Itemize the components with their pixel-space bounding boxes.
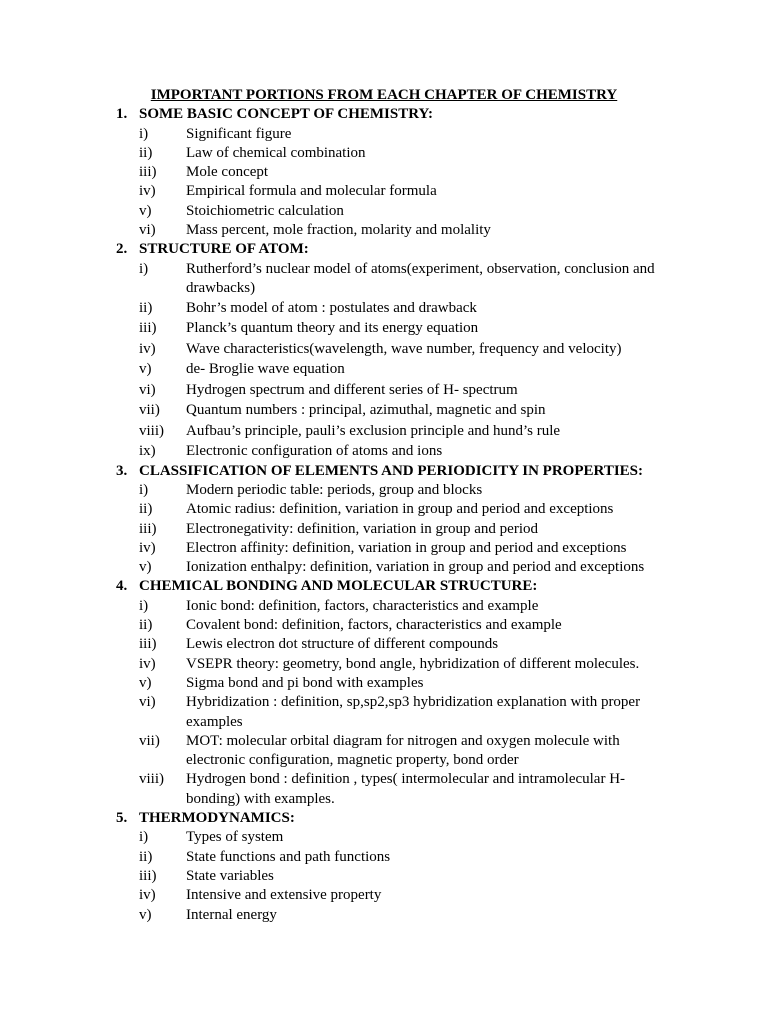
chapter-heading bbox=[0, 809, 768, 828]
list-item-text: VSEPR theory: geometry, bond angle, hybridization of different molecules. bbox=[186, 655, 640, 672]
list-item-number: v) bbox=[139, 674, 152, 691]
list-item bbox=[0, 597, 768, 616]
list-item-text: Bohr’s model of atom : postulates and drawback bbox=[186, 299, 477, 316]
chapter-section bbox=[0, 577, 768, 809]
list-item-text: Wave characteristics(wavelength, wave number, frequency and velocity) bbox=[186, 340, 622, 357]
list-item-number: vii) bbox=[139, 402, 160, 419]
list-item bbox=[0, 732, 768, 771]
list-item-number: v) bbox=[139, 906, 152, 923]
list-item-number: iii) bbox=[139, 520, 157, 537]
list-item-number: iv) bbox=[139, 183, 156, 200]
chapter-number: 1. bbox=[116, 106, 128, 123]
list-item bbox=[0, 298, 768, 319]
list-item-number: iv) bbox=[139, 887, 156, 904]
list-item bbox=[0, 221, 768, 240]
list-item-text: Covalent bond: definition, factors, characteristics and example bbox=[186, 617, 562, 634]
chapter-number: 3. bbox=[116, 462, 128, 479]
list-item bbox=[0, 539, 768, 558]
chapter-title: CLASSIFICATION OF ELEMENTS AND PERIODICITY IN PROPERTIES: bbox=[139, 462, 644, 479]
list-item-text: Ionic bond: definition, factors, characteristics and example bbox=[186, 597, 539, 614]
list-item bbox=[0, 400, 768, 421]
list-item-number: iii) bbox=[139, 636, 157, 653]
list-item bbox=[0, 481, 768, 500]
chapter-number: 5. bbox=[116, 810, 128, 827]
list-item-text: Hydrogen spectrum and different series of H- spectrum bbox=[186, 381, 518, 398]
list-item-text: Sigma bond and pi bond with examples bbox=[186, 674, 424, 691]
chapter-heading bbox=[0, 105, 768, 124]
list-item-number: iv) bbox=[139, 655, 156, 672]
chapter-number: 2. bbox=[116, 241, 128, 258]
list-item bbox=[0, 616, 768, 635]
list-item-number: ix) bbox=[139, 443, 156, 460]
list-item bbox=[0, 182, 768, 201]
list-item-number: v) bbox=[139, 361, 152, 378]
list-item bbox=[0, 500, 768, 519]
list-item-text: Stoichiometric calculation bbox=[186, 202, 344, 219]
list-item bbox=[0, 770, 768, 809]
list-item-number: v) bbox=[139, 559, 152, 576]
list-item-number: ii) bbox=[139, 501, 153, 518]
list-item bbox=[0, 906, 768, 925]
list-item-text: Intensive and extensive property bbox=[186, 887, 382, 904]
list-item bbox=[0, 693, 768, 732]
list-item-text: Internal energy bbox=[186, 906, 277, 923]
chapter-title: STRUCTURE OF ATOM: bbox=[139, 241, 309, 258]
list-item-text: Modern periodic table: periods, group and blocks bbox=[186, 481, 483, 498]
list-item bbox=[0, 339, 768, 360]
list-item-text: Types of system bbox=[186, 829, 284, 846]
list-item-number: i) bbox=[139, 260, 149, 277]
list-item-number: ii) bbox=[139, 299, 153, 316]
list-item-text: State variables bbox=[186, 867, 274, 884]
list-item-text: State functions and path functions bbox=[186, 848, 391, 865]
chapter-section bbox=[0, 105, 768, 240]
chapter-title: SOME BASIC CONCEPT OF CHEMISTRY: bbox=[139, 106, 433, 123]
list-item bbox=[0, 558, 768, 577]
list-item-number: iii) bbox=[139, 164, 157, 181]
list-item-number: iv) bbox=[139, 539, 156, 556]
list-item bbox=[0, 380, 768, 401]
list-item bbox=[0, 655, 768, 674]
list-item bbox=[0, 886, 768, 905]
list-item-number: i) bbox=[139, 829, 149, 846]
chapter-heading bbox=[0, 462, 768, 481]
list-item bbox=[0, 318, 768, 339]
list-item bbox=[0, 867, 768, 886]
list-item-number: vii) bbox=[139, 732, 160, 749]
list-item-text: Law of chemical combination bbox=[186, 144, 366, 161]
chapter-number: 4. bbox=[116, 578, 128, 595]
list-item bbox=[0, 163, 768, 182]
chapter-list bbox=[0, 105, 768, 925]
list-item-text: Hybridization : definition, sp,sp2,sp3 hybridization explanation with proper examples bbox=[186, 694, 641, 730]
chapter-heading bbox=[0, 240, 768, 259]
list-item bbox=[0, 202, 768, 221]
list-item-text: Mole concept bbox=[186, 164, 269, 181]
list-item bbox=[0, 828, 768, 847]
list-item bbox=[0, 359, 768, 380]
chapter-title: THERMODYNAMICS: bbox=[139, 810, 295, 827]
chapter-section bbox=[0, 462, 768, 578]
list-item-text: Empirical formula and molecular formula bbox=[186, 183, 437, 200]
chapter-heading bbox=[0, 577, 768, 596]
list-item-text: Atomic radius: definition, variation in group and period and exceptions bbox=[186, 501, 614, 518]
list-item-text: Aufbau’s principle, pauli’s exclusion principle and hund’s rule bbox=[186, 422, 561, 439]
list-item-number: viii) bbox=[139, 422, 164, 439]
list-item-text: Quantum numbers : principal, azimuthal, magnetic and spin bbox=[186, 402, 546, 419]
list-item bbox=[0, 520, 768, 539]
list-item-number: i) bbox=[139, 597, 149, 614]
list-item-number: vi) bbox=[139, 694, 156, 711]
list-item bbox=[0, 635, 768, 654]
list-item-number: iii) bbox=[139, 320, 157, 337]
list-item-text: Mass percent, mole fraction, molarity and molality bbox=[186, 222, 491, 239]
list-item-text: de- Broglie wave equation bbox=[186, 361, 345, 378]
list-item bbox=[0, 144, 768, 163]
list-item-number: i) bbox=[139, 125, 149, 142]
document-title: IMPORTANT PORTIONS FROM EACH CHAPTER OF CHEMISTRY bbox=[150, 87, 618, 103]
list-item-number: ii) bbox=[139, 848, 153, 865]
chapter-section bbox=[0, 240, 768, 461]
list-item-number: vi) bbox=[139, 381, 156, 398]
list-item-text: Electronic configuration of atoms and ions bbox=[186, 443, 443, 460]
list-item-number: i) bbox=[139, 481, 149, 498]
chapter-title: CHEMICAL BONDING AND MOLECULAR STRUCTURE: bbox=[139, 578, 538, 595]
list-item-number: ii) bbox=[139, 144, 153, 161]
list-item-number: v) bbox=[139, 202, 152, 219]
list-item-text: Ionization enthalpy: definition, variation in group and period and exceptions bbox=[186, 559, 645, 576]
list-item-text: MOT: molecular orbital diagram for nitrogen and oxygen molecule with electronic configuration, magnetic property, bond order bbox=[186, 732, 620, 769]
list-item-text: Electronegativity: definition, variation in group and period bbox=[186, 520, 538, 537]
list-item bbox=[0, 441, 768, 462]
list-item bbox=[0, 421, 768, 442]
list-item bbox=[0, 848, 768, 867]
list-item bbox=[0, 260, 768, 298]
list-item-text: Lewis electron dot structure of different compounds bbox=[186, 636, 499, 653]
list-item-text: Rutherford’s nuclear model of atoms(experiment, observation, conclusion and drawbacks) bbox=[186, 260, 655, 296]
list-item-number: vi) bbox=[139, 222, 156, 239]
list-item-text: Electron affinity: definition, variation in group and period and exceptions bbox=[186, 539, 627, 556]
document-page bbox=[0, 86, 768, 925]
list-item-number: iii) bbox=[139, 867, 157, 884]
list-item-text: Hydrogen bond : definition , types( intermolecular and intramolecular H-bonding) with examples. bbox=[186, 771, 626, 807]
chapter-section bbox=[0, 809, 768, 925]
list-item-number: ii) bbox=[139, 617, 153, 634]
list-item bbox=[0, 125, 768, 144]
list-item-text: Significant figure bbox=[186, 125, 292, 142]
list-item-text: Planck’s quantum theory and its energy equation bbox=[186, 320, 479, 337]
list-item bbox=[0, 674, 768, 693]
list-item-number: viii) bbox=[139, 771, 164, 788]
list-item-number: iv) bbox=[139, 340, 156, 357]
